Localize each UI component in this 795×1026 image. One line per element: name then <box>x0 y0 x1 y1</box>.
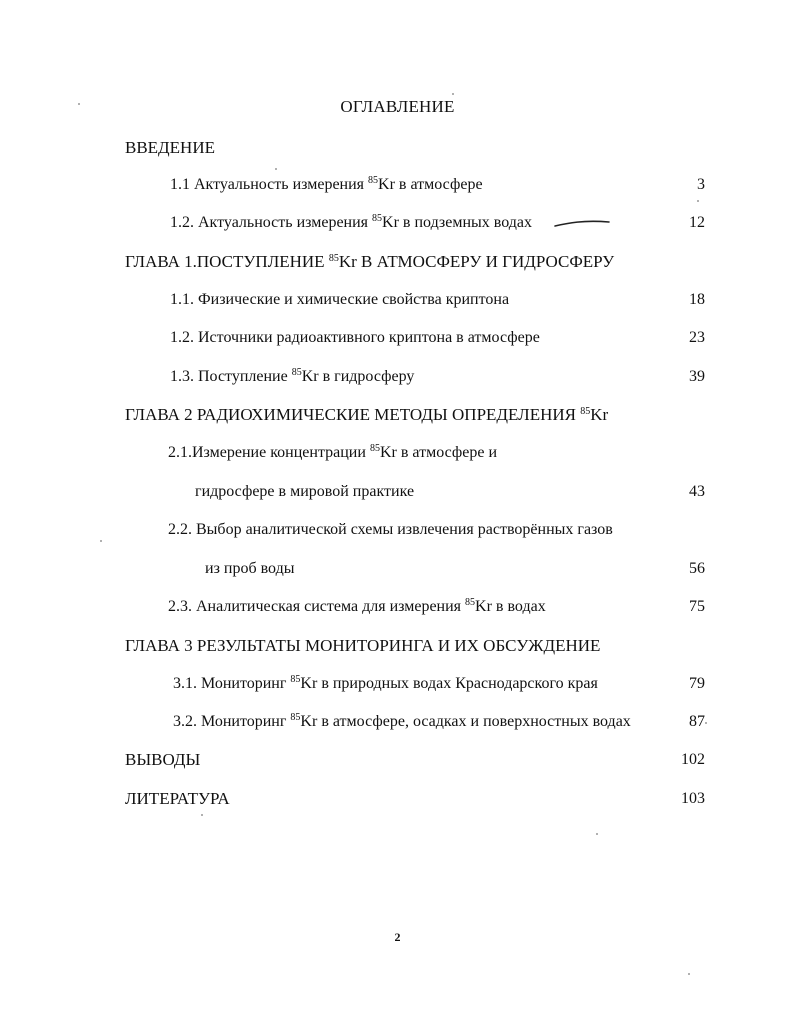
toc-entry-s1-2 <box>170 213 532 233</box>
scan-speck <box>78 103 80 105</box>
toc-entry-text: 1.1 Актуальность измерения <box>170 176 369 193</box>
toc-entry-text: 2.1.Измерение концентрации <box>168 444 370 461</box>
toc-title: ОГЛАВЛЕНИЕ <box>340 97 455 116</box>
toc-entry-text: ЛИТЕРАТУРА <box>125 789 230 808</box>
isotope-mass: 85 <box>290 712 301 723</box>
toc-page-number: 18 <box>689 291 705 308</box>
toc-entry-c1-3 <box>170 367 414 387</box>
isotope-mass: 85 <box>290 674 301 685</box>
toc-page-number: 87 <box>689 713 705 730</box>
toc-page-number: 79 <box>689 675 705 692</box>
toc-page-number: 56 <box>689 560 705 577</box>
element-symbol: Kr <box>475 598 492 615</box>
element-symbol: Kr <box>301 368 319 385</box>
toc-page-number: 75 <box>689 598 705 615</box>
isotope-symbol <box>329 252 357 271</box>
isotope-mass: 85 <box>465 597 476 608</box>
toc-entry-text-tail: В АТМОСФЕРУ И ГИДРОСФЕРУ <box>356 252 615 271</box>
toc-entry-c2-1a <box>168 443 497 463</box>
toc-entry-text: из проб воды <box>205 560 295 577</box>
toc-entry-text: гидросфере в мировой практике <box>195 483 415 500</box>
pen-stroke <box>553 216 613 230</box>
toc-entry-text: 1.1. Физические и химические свойства криптона <box>170 291 510 308</box>
toc-page-number: 12 <box>689 214 705 231</box>
toc-entry-text: ГЛАВА 1.ПОСТУПЛЕНИЕ <box>125 252 329 271</box>
isotope-symbol <box>368 176 395 193</box>
isotope-mass: 85 <box>372 213 383 224</box>
toc-entry-text-tail: в атмосфере и <box>396 444 498 461</box>
toc-page-number: 39 <box>689 368 705 385</box>
isotope-symbol <box>465 598 492 615</box>
isotope-symbol <box>372 214 399 231</box>
toc-page-number: 102 <box>681 751 705 768</box>
toc-entry-text-tail: в подземных водах <box>398 214 532 231</box>
element-symbol: Kr <box>338 252 357 271</box>
toc-entry-intro <box>125 138 215 158</box>
scan-speck <box>452 93 454 95</box>
scan-speck <box>201 814 203 816</box>
toc-entry-c2-2a <box>168 520 613 540</box>
toc-entry-s1-1 <box>170 175 483 195</box>
toc-entry-c2-3 <box>168 597 546 617</box>
element-symbol: Kr <box>378 176 395 193</box>
toc-entry-text-tail: в водах <box>491 598 546 615</box>
toc-entry-text: 1.2. Источники радиоактивного криптона в атмосфере <box>170 329 540 346</box>
isotope-symbol <box>580 405 608 424</box>
toc-entry-text: 2.2. Выбор аналитической схемы извлечения растворённых газов <box>168 521 613 538</box>
toc-entry-c1-2 <box>170 328 540 348</box>
toc-entry-c3-2 <box>173 712 631 732</box>
scan-speck <box>100 540 102 542</box>
isotope-mass: 85 <box>369 443 380 454</box>
isotope-symbol <box>370 444 397 461</box>
toc-entry-text: 2.3. Аналитическая система для измерения <box>168 598 466 615</box>
toc-page-number: 23 <box>689 329 705 346</box>
page-number: 2 <box>394 930 401 944</box>
scan-speck <box>697 200 699 202</box>
toc-page-number: 43 <box>689 483 705 500</box>
toc-entry-c3-1 <box>173 674 598 694</box>
element-symbol: Kr <box>590 405 609 424</box>
toc-entry-c1-1 <box>170 290 509 310</box>
toc-entry-ch1 <box>125 252 614 272</box>
toc-entry-text-tail: в гидросферу <box>318 368 415 385</box>
toc-entry-ch3 <box>125 636 600 656</box>
toc-entry-text: 1.2. Актуальность измерения <box>170 214 373 231</box>
toc-entry-text: ГЛАВА 3 РЕЗУЛЬТАТЫ МОНИТОРИНГА И ИХ ОБСУЖДЕНИЕ <box>125 636 601 655</box>
toc-entry-text-tail: в природных водах Краснодарского края <box>317 675 598 692</box>
toc-entry-text: ГЛАВА 2 РАДИОХИМИЧЕСКИЕ МЕТОДЫ ОПРЕДЕЛЕНИЯ <box>125 405 581 424</box>
toc-entry-text: 1.3. Поступление <box>170 368 292 385</box>
toc-entry-lit <box>125 789 230 809</box>
scan-speck <box>705 722 707 724</box>
toc-page-number: 3 <box>697 176 705 193</box>
isotope-symbol <box>290 675 317 692</box>
element-symbol: Kr <box>379 444 397 461</box>
toc-entry-text: 3.2. Мониторинг <box>173 713 291 730</box>
toc-entry-text-tail: в атмосфере, осадках и поверхностных водах <box>317 713 631 730</box>
toc-entry-text-tail: в атмосфере <box>394 176 483 193</box>
isotope-mass: 85 <box>328 253 339 264</box>
scan-speck <box>596 833 598 835</box>
isotope-mass: 85 <box>368 175 379 186</box>
isotope-symbol <box>292 368 319 385</box>
toc-entry-text: 3.1. Мониторинг <box>173 675 291 692</box>
toc-entry-concl <box>125 750 200 770</box>
toc-entry-text: ВЫВОДЫ <box>125 750 201 769</box>
toc-entry-text: ВВЕДЕНИЕ <box>125 138 215 157</box>
scan-speck <box>275 168 277 170</box>
toc-entry-c2-2b <box>205 559 294 579</box>
toc-page-number: 103 <box>681 790 705 807</box>
isotope-symbol <box>290 713 317 730</box>
scan-speck <box>688 973 690 975</box>
element-symbol: Kr <box>382 214 399 231</box>
isotope-mass: 85 <box>580 406 591 417</box>
element-symbol: Kr <box>300 675 318 692</box>
toc-entry-ch2 <box>125 405 608 425</box>
isotope-mass: 85 <box>291 367 302 378</box>
element-symbol: Kr <box>300 713 318 730</box>
toc-entry-c2-1b <box>195 482 414 502</box>
